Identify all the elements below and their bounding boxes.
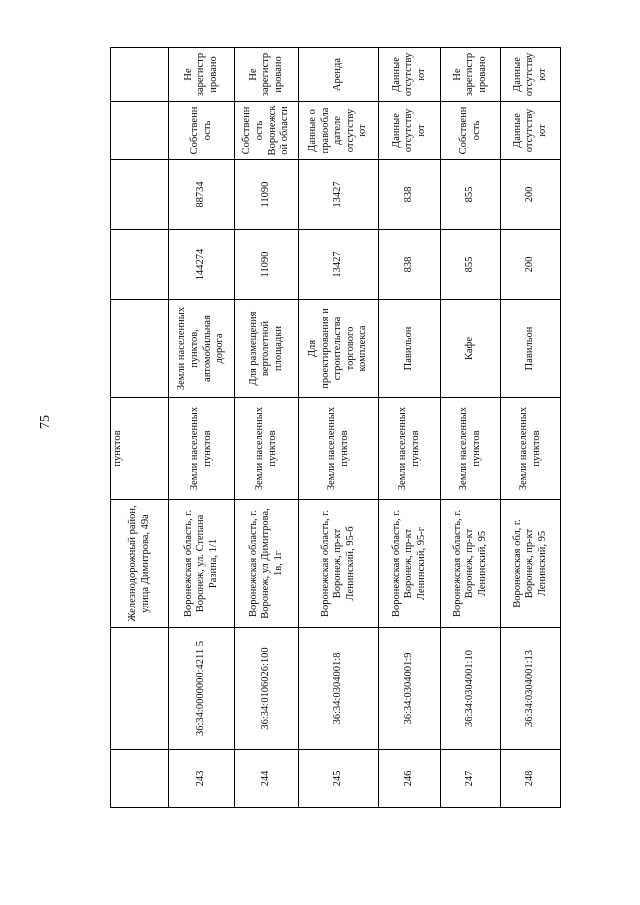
cell-use: Павильон xyxy=(379,300,441,398)
cell-category: Земли населенных пунктов xyxy=(501,398,561,500)
cell-address: Железнодорожный район, улица Димитрова, 49а xyxy=(111,500,169,628)
cell-right: Собственность Воронежской области xyxy=(235,102,299,160)
cell-encumbrance: Данные отсутствуют xyxy=(379,48,441,102)
cell-right: Собственность xyxy=(441,102,501,160)
cell-num: 248 xyxy=(501,750,561,808)
cell-right xyxy=(111,102,169,160)
table-row xyxy=(379,48,441,808)
cell-use: Для размещения вертолетной площадки xyxy=(235,300,299,398)
cell-num: 247 xyxy=(441,750,501,808)
cell-category: пунктов xyxy=(111,398,169,500)
land-plots-table xyxy=(110,47,561,808)
cell-area1: 200 xyxy=(501,230,561,300)
cell-cadastral: 36:34:0304001:13 xyxy=(501,628,561,750)
cell-area2: 88734 xyxy=(169,160,235,230)
cell-area2: 200 xyxy=(501,160,561,230)
cell-encumbrance: Аренда xyxy=(299,48,379,102)
cell-address: Воронежская обл, г. Воронеж, пр-кт Ленинский, 95 xyxy=(501,500,561,628)
cell-use xyxy=(111,300,169,398)
cell-num: 243 xyxy=(169,750,235,808)
cell-category: Земли населенных пунктов xyxy=(299,398,379,500)
table-row xyxy=(501,48,561,808)
cell-cadastral xyxy=(111,628,169,750)
cell-address: Воронежская область, г. Воронеж, пр-кт Ленинский, 95-г xyxy=(379,500,441,628)
cell-encumbrance xyxy=(111,48,169,102)
cell-address: Воронежская область, г. Воронеж, пр-кт Ленинский, 95-б xyxy=(299,500,379,628)
cell-encumbrance: Не зарегистрировано xyxy=(441,48,501,102)
cell-area1: 13427 xyxy=(299,230,379,300)
cell-address: Воронежская область, г. Воронеж, ул Димитрова, 1в, 1г xyxy=(235,500,299,628)
cell-area1: 144274 xyxy=(169,230,235,300)
cell-category: Земли населенных пунктов xyxy=(235,398,299,500)
cell-cadastral: 36:34:0000000:4211 5 xyxy=(169,628,235,750)
cell-category: Земли населенных пунктов xyxy=(441,398,501,500)
table-row xyxy=(169,48,235,808)
cell-encumbrance: Не зарегистрировано xyxy=(169,48,235,102)
rotated-table-container xyxy=(110,48,560,808)
cell-area2: 11090 xyxy=(235,160,299,230)
cell-area2 xyxy=(111,160,169,230)
cell-address: Воронежская область, г. Воронеж, пр-кт Ленинский, 95 xyxy=(441,500,501,628)
cell-num: 245 xyxy=(299,750,379,808)
cell-num xyxy=(111,750,169,808)
cell-area2: 838 xyxy=(379,160,441,230)
cell-use: Для проектирования и строительства торгового комплекса xyxy=(299,300,379,398)
cell-area2: 855 xyxy=(441,160,501,230)
table-row xyxy=(299,48,379,808)
cell-use: Павильон xyxy=(501,300,561,398)
table-row xyxy=(235,48,299,808)
cell-num: 246 xyxy=(379,750,441,808)
cell-num: 244 xyxy=(235,750,299,808)
cell-area1: 11090 xyxy=(235,230,299,300)
cell-area1 xyxy=(111,230,169,300)
cell-category: Земли населенных пунктов xyxy=(379,398,441,500)
cell-encumbrance: Данные отсутствуют xyxy=(501,48,561,102)
cell-area2: 13427 xyxy=(299,160,379,230)
table-row xyxy=(441,48,501,808)
cell-cadastral: 36:34:0106026:100 xyxy=(235,628,299,750)
table-row xyxy=(111,48,169,808)
cell-right: Данные отсутствуют xyxy=(501,102,561,160)
cell-right: Собственность xyxy=(169,102,235,160)
cell-area1: 855 xyxy=(441,230,501,300)
cell-cadastral: 36:34:0304001:8 xyxy=(299,628,379,750)
cell-category: Земли населенных пунктов xyxy=(169,398,235,500)
cell-cadastral: 36:34:0304001:9 xyxy=(379,628,441,750)
cell-cadastral: 36:34:0304001:10 xyxy=(441,628,501,750)
cell-right: Данные о правообладателе отсутствуют xyxy=(299,102,379,160)
cell-use: Кафе xyxy=(441,300,501,398)
page-number: 75 xyxy=(38,415,53,429)
cell-right: Данные отсутствуют xyxy=(379,102,441,160)
cell-address: Воронежская область, г. Воронеж, ул. Степана Разина, 1/1 xyxy=(169,500,235,628)
cell-encumbrance: Не зарегистрировано xyxy=(235,48,299,102)
cell-area1: 838 xyxy=(379,230,441,300)
cell-use: Земли населенных пунктов, автомобильная дорога xyxy=(169,300,235,398)
